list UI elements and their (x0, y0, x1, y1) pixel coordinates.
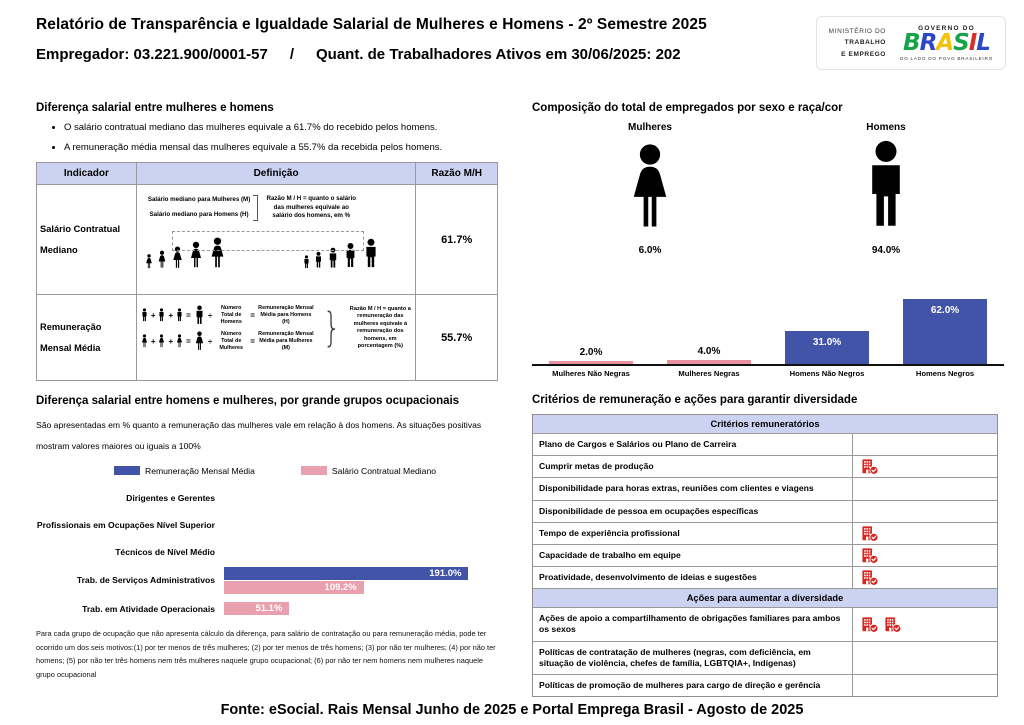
salary-gap-bullets (64, 122, 514, 153)
ministry-line: MINISTÉRIO DO (828, 28, 886, 36)
criteria-label: Disponibilidade de pessoa em ocupações específicas (533, 501, 853, 522)
equals-operator: = (250, 310, 255, 320)
person-man-icon (140, 308, 149, 322)
logos (816, 16, 1006, 70)
bar-category-label: Homens Não Negros (789, 369, 865, 378)
plus-operator: + (168, 336, 174, 346)
occupational-category-label: Profissionais em Ocupações Nível Superior (36, 519, 215, 530)
company-check-icon (860, 525, 879, 542)
bullet-mean-remuneration: • A remuneração média mensal das mulheres equivale a 55.7% da recebida pelos homens. (64, 142, 514, 153)
criteria-row (533, 523, 997, 545)
composition-bar-group (886, 282, 1004, 364)
person-woman-icon (157, 334, 166, 348)
composition-section-title: Composição do total de empregados por sexo e raça/cor (532, 102, 843, 114)
indicator-table (36, 162, 498, 381)
occupational-category-label: Trab. de Serviços Administrativos (76, 575, 215, 586)
company-check-icon (860, 616, 879, 633)
equals-operator: = (186, 336, 191, 346)
indicator-row-median-salary (37, 185, 498, 295)
criteria-icon-cell (853, 567, 997, 588)
men-pictogram (796, 122, 976, 256)
occupational-row (36, 540, 514, 564)
indicator-definition-diagram (136, 185, 416, 295)
men-label: Homens (866, 122, 906, 133)
plus-operator: + (150, 310, 156, 320)
ministry-logo (829, 26, 886, 59)
salary-gap-section-title: Diferença salarial entre mulheres e homens (36, 102, 274, 114)
bar-value-label: 31.0% (812, 337, 842, 349)
median-pictogram (140, 227, 413, 269)
criteria-label: Tempo de experiência profissional (533, 523, 853, 544)
plus-operator: + (150, 336, 156, 346)
indicator-name: Remuneração Mensal Média (37, 295, 137, 381)
criteria-row (533, 478, 997, 500)
median-women-label: Salário mediano para Mulheres (M) (147, 196, 251, 203)
criteria-icon-cell (853, 608, 997, 640)
criteria-row (533, 675, 997, 696)
person-woman-icon (144, 254, 154, 269)
person-man-icon (193, 305, 206, 325)
occupational-bar (224, 602, 289, 615)
criteria-label: Capacidade de trabalho em equipe (533, 545, 853, 566)
women-label: Mulheres (628, 122, 672, 133)
sex-pictograms (532, 122, 1004, 256)
women-result-label: Remuneração Mensal Média para Mulheres (M) (258, 331, 314, 351)
criteria-label: Políticas de contratação de mulheres (negras, com deficiência, em situação de violência, chefes de família, LGBTQIA+, Indígenas) (533, 642, 853, 674)
criteria-icon-cell (853, 456, 997, 477)
indicator-definition-diagram (136, 295, 416, 381)
bar-category-label: Homens Negros (915, 369, 975, 378)
equals-operator: = (186, 310, 191, 320)
criteria-label: Cumprir metas de produção (533, 456, 853, 477)
report-title: Relatório de Transparência e Igualdade Salarial de Mulheres e Homens - 2º Semestre 2025 (36, 16, 707, 33)
company-check-icon (883, 616, 902, 633)
occupational-category-label: Técnicos de Nível Médio (115, 546, 215, 557)
bracket-shape (253, 195, 258, 221)
occupational-bar (224, 567, 468, 580)
legend-item-remuneracao (114, 466, 255, 476)
divide-operator: ÷ (207, 310, 213, 320)
ratio-note: Razão M / H = quanto a remuneração das mulheres equivale à remuneração dos homens, em porcentagem (%) (349, 305, 411, 350)
person-man-icon (313, 251, 324, 269)
employer-id: Empregador: 03.221.900/0001-57 (36, 46, 268, 63)
company-check-icon (860, 569, 879, 586)
criteria-section-title: Critérios de remuneração e ações para garantir diversidade (532, 394, 858, 406)
bar-value-label: 4.0% (697, 345, 721, 357)
median-comparison-dashed-box (172, 231, 365, 251)
person-man-icon (175, 308, 184, 322)
equals-operator: = (250, 336, 255, 346)
report-header (0, 0, 1024, 92)
legend-swatch-blue (114, 466, 140, 475)
company-check-icon (860, 547, 879, 564)
occupational-row (36, 513, 514, 537)
occupational-bar-value: 191.0% (429, 567, 462, 579)
header-indicador: Indicador (37, 163, 137, 185)
criteria-label: Proatividade, desenvolvimento de ideias e sugestões (533, 567, 853, 588)
criteria-row (533, 434, 997, 456)
men-average-formula (140, 305, 315, 325)
criteria-section-header: Critérios remuneratórios (533, 415, 997, 434)
ratio-note: Razão M / H = quanto o salário das mulheres equivale ao salário dos homens, em % (266, 195, 357, 220)
criteria-icon-cell (853, 434, 997, 455)
occupational-bar-value: 51.1% (255, 603, 283, 615)
occupational-bar-chart (36, 486, 514, 621)
header-definicao: Definição (136, 163, 416, 185)
criteria-row (533, 642, 997, 675)
women-percent: 6.0% (638, 245, 662, 256)
ministry-line: E EMPREGO (841, 50, 886, 58)
men-divisor-label: Número Total de Homens (220, 305, 242, 325)
women-pictogram (560, 122, 740, 256)
person-woman-icon (156, 250, 168, 269)
bar-category-label: Mulheres Não Negras (552, 369, 630, 378)
occupational-bars (224, 602, 289, 615)
gov-logo-slogan: DO LADO DO POVO BRASILEIRO (899, 56, 993, 61)
subtitle-separator: / (289, 46, 294, 63)
gov-logo-top-text: GOVERNO DO (918, 25, 975, 32)
bar-value-label: 62.0% (930, 304, 960, 316)
men-percent: 94.0% (871, 245, 901, 256)
criteria-icon-cell (853, 545, 997, 566)
divide-operator: ÷ (207, 336, 213, 346)
occupational-row (36, 486, 514, 510)
governo-do-brasil-logo (900, 25, 993, 61)
criteria-icon-cell (853, 675, 997, 696)
indicator-row-mean-remuneration (37, 295, 498, 381)
ministry-line: TRABALHO (844, 39, 886, 47)
person-woman-icon (140, 334, 149, 348)
criteria-row (533, 545, 997, 567)
occupational-footnote: Para cada grupo de ocupação que não apresenta cálculo da diferença, para salário de contratação ou para remuneração média, pode ter ocorrido um dos seis motivos:(1) por ter menos de três mulheres; (2) por ter menos de três homens; (3) por não ter mulheres; (4) por não ter homens; (5) por não ter três homens nem três mulheres naquele grupo ocupacional; (6) por não ter nem homens nem mulheres naquele grupo ocupacional (36, 628, 496, 680)
occupational-category-label: Dirigentes e Gerentes (126, 492, 215, 503)
source-footer: Fonte: eSocial. Rais Mensal Junho de 2025 e Portal Emprega Brasil - Agosto de 2025 (220, 702, 804, 718)
occupational-description: São apresentadas em % quanto a remuneração das mulheres vale em relação à dos homens. As situações positivas mostram valores maiores ou iguais a 100% (36, 420, 482, 452)
criteria-row (533, 567, 997, 589)
bar (667, 360, 751, 364)
bar-value-label: 2.0% (579, 347, 603, 358)
indicator-table-header-row (37, 163, 498, 185)
plus-operator: + (168, 310, 174, 320)
women-average-formula (140, 331, 315, 351)
occupational-row (36, 567, 514, 594)
criteria-label: Ações de apoio a compartilhamento de obrigações familiares para ambos os sexos (533, 608, 853, 640)
man-figure-icon (856, 139, 916, 231)
criteria-table (532, 414, 998, 697)
occupational-bar-value: 109.2% (324, 581, 357, 593)
bullet-median-salary: • O salário contratual mediano das mulheres equivale a 61.7% do recebido pelos homens. (64, 122, 514, 133)
indicator-name: Salário Contratual Mediano (37, 185, 137, 295)
bar (549, 361, 633, 364)
company-check-icon (860, 458, 879, 475)
median-men-label: Salário mediano para Homens (H) (149, 210, 249, 218)
men-result-label: Remuneração Mensal Média para Homens (H) (258, 305, 314, 325)
bar-category-label: Mulheres Negras (678, 369, 740, 378)
legend-swatch-pink (301, 466, 327, 475)
occupational-section-title: Diferença salarial entre homens e mulheres, por grande grupos ocupacionais (36, 395, 460, 407)
occupational-bars (224, 567, 468, 594)
woman-figure-icon (621, 143, 679, 231)
brasil-wordmark: BRASIL (903, 30, 990, 56)
report-subtitle (36, 46, 707, 63)
criteria-row (533, 608, 997, 641)
person-woman-icon (193, 331, 206, 351)
header-razao-mh: Razão M/H (416, 163, 498, 185)
criteria-label: Políticas de promoção de mulheres para cargo de direção e gerência (533, 675, 853, 696)
women-divisor-label: Número Total de Mulheres (219, 331, 244, 351)
composition-bar-group (650, 282, 768, 364)
occupational-row (36, 597, 514, 621)
active-workers-count: Quant. de Trabalhadores Ativos em 30/06/2025: 202 (315, 46, 681, 63)
criteria-icon-cell (853, 478, 997, 499)
occupational-category-label: Trab. em Atividade Operacionais (82, 603, 215, 614)
criteria-section-header: Ações para aumentar a diversidade (533, 589, 997, 608)
composition-bar-group (532, 282, 650, 364)
criteria-icon-cell (853, 523, 997, 544)
criteria-icon-cell (853, 501, 997, 522)
composition-bar-group (768, 282, 886, 364)
criteria-row (533, 456, 997, 478)
person-man-icon (157, 308, 166, 322)
criteria-label: Disponibilidade para horas extras, reuniões com clientes e viagens (533, 478, 853, 499)
legend-label: Remuneração Mensal Média (144, 465, 255, 476)
occupational-bar (224, 581, 364, 594)
legend-label: Salário Contratual Mediano (331, 465, 436, 476)
composition-bar-chart (532, 282, 1004, 378)
legend-item-salario (301, 466, 436, 476)
criteria-label: Plano de Cargos e Salários ou Plano de Carreira (533, 434, 853, 455)
criteria-icon-cell (853, 642, 997, 674)
person-man-icon (302, 255, 311, 269)
occupational-legend (36, 466, 514, 476)
ratio-value: 55.7% (416, 295, 498, 381)
ratio-value: 61.7% (416, 185, 498, 295)
person-woman-icon (175, 334, 184, 348)
brace-shape: } (322, 305, 341, 352)
criteria-row (533, 501, 997, 523)
